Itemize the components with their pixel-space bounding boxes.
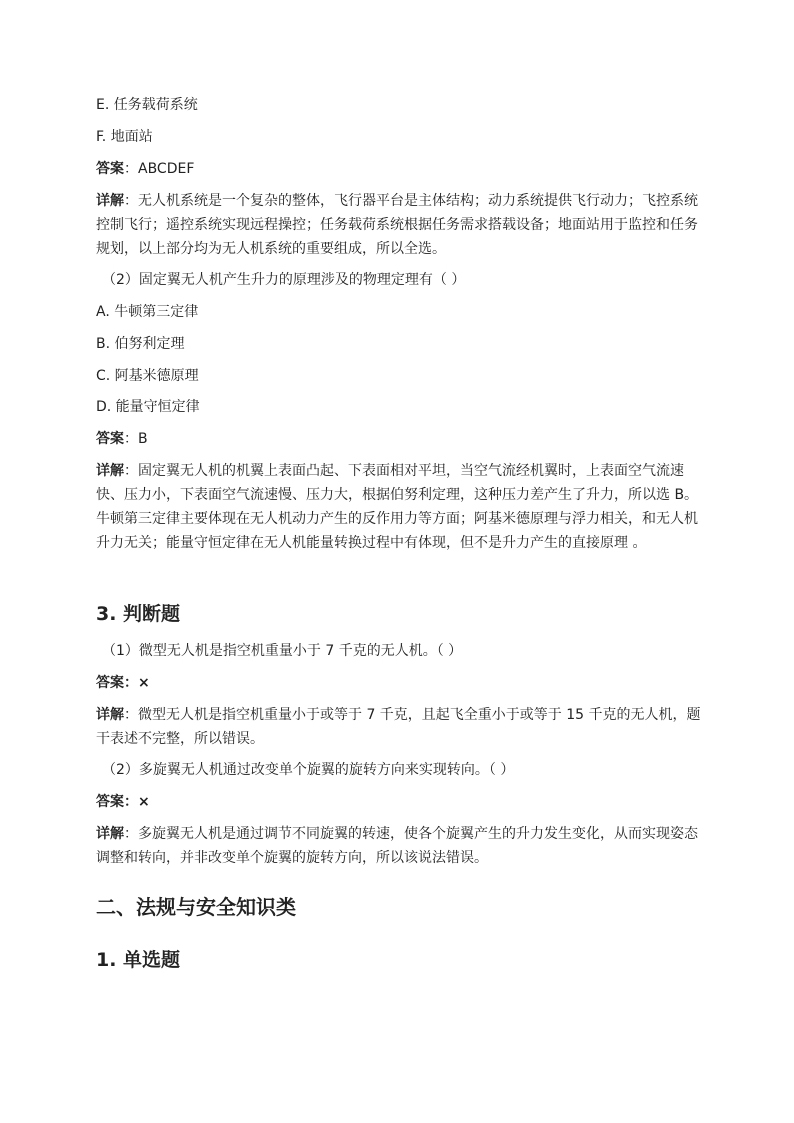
judge-q1-detail bbox=[96, 703, 704, 751]
detail-label: 详解 bbox=[96, 463, 124, 479]
option-f: F. 地面站 bbox=[96, 129, 153, 145]
option-c: C. 阿基米德原理 bbox=[96, 368, 199, 384]
detail-text: ：多旋翼无人机是通过调节不同旋翼的转速，使各个旋翼产生的升力发生变化，从而实现姿态调整和转向，并非改变单个旋翼的旋转方向，所以该说法错误。 bbox=[96, 826, 698, 866]
answer-label: 答案 bbox=[96, 161, 124, 177]
option-a: A. 牛顿第三定律 bbox=[96, 304, 199, 320]
answer-label: 答案 bbox=[96, 431, 124, 447]
judge-q2-stem: （2）多旋翼无人机通过改变单个旋翼的旋转方向来实现转向。（ ） bbox=[102, 762, 515, 778]
judge-q1-stem: （1）微型无人机是指空机重量小于 7 千克的无人机。（ ） bbox=[102, 643, 463, 659]
answer-value: ：× bbox=[124, 675, 150, 691]
detail-label: 详解 bbox=[96, 193, 124, 209]
answer-line-2 bbox=[96, 429, 148, 449]
option-b: B. 伯努利定理 bbox=[96, 336, 185, 352]
sub-heading: 1. 单选题 bbox=[96, 949, 181, 971]
answer-value: ：ABCDEF bbox=[124, 161, 195, 177]
judge-heading: 3. 判断题 bbox=[96, 603, 181, 625]
option-d: D. 能量守恒定律 bbox=[96, 399, 200, 415]
judge-q2-detail bbox=[96, 822, 704, 870]
answer-label: 答案 bbox=[96, 794, 124, 810]
detail-paragraph-2 bbox=[96, 459, 704, 555]
section-heading: 二、法规与安全知识类 bbox=[96, 895, 296, 919]
detail-text: ：无人机系统是一个复杂的整体，飞行器平台是主体结构；动力系统提供飞行动力；飞控系统控制飞行；遥控系统实现远程操控；任务载荷系统根据任务需求搭载设备；地面站用于监控和任务规划，以上部分均为无人机系统的重要组成，所以全选。 bbox=[96, 193, 698, 257]
answer-value: ：× bbox=[124, 794, 150, 810]
question-2-stem: （2）固定翼无人机产生升力的原理涉及的物理定理有（ ） bbox=[102, 272, 466, 288]
answer-line-1 bbox=[96, 159, 194, 179]
answer-label: 答案 bbox=[96, 675, 124, 691]
detail-label: 详解 bbox=[96, 826, 124, 842]
option-e: E. 任务载荷系统 bbox=[96, 97, 198, 113]
judge-q2-answer bbox=[96, 792, 150, 812]
detail-text: ：固定翼无人机的机翼上表面凸起、下表面相对平坦，当空气流经机翼时，上表面空气流速快、压力小，下表面空气流速慢、压力大，根据伯努利定理，这种压力差产生了升力，所以选 B。牛顿第三定律主要体现在无人机动力产生的反作用力等方面；阿基米德原理与浮力相关，和无人机升力无关；能量守恒定律在无人机能量转换过程中有体现，但不是升力产生的直接原理 。 bbox=[96, 463, 699, 551]
detail-label: 详解 bbox=[96, 707, 124, 723]
answer-value: ：B bbox=[124, 431, 148, 447]
detail-text: ：微型无人机是指空机重量小于或等于 7 千克，且起飞全重小于或等于 15 千克的无人机，题干表述不完整，所以错误。 bbox=[96, 707, 701, 747]
detail-paragraph-1 bbox=[96, 189, 704, 261]
judge-q1-answer bbox=[96, 673, 150, 693]
